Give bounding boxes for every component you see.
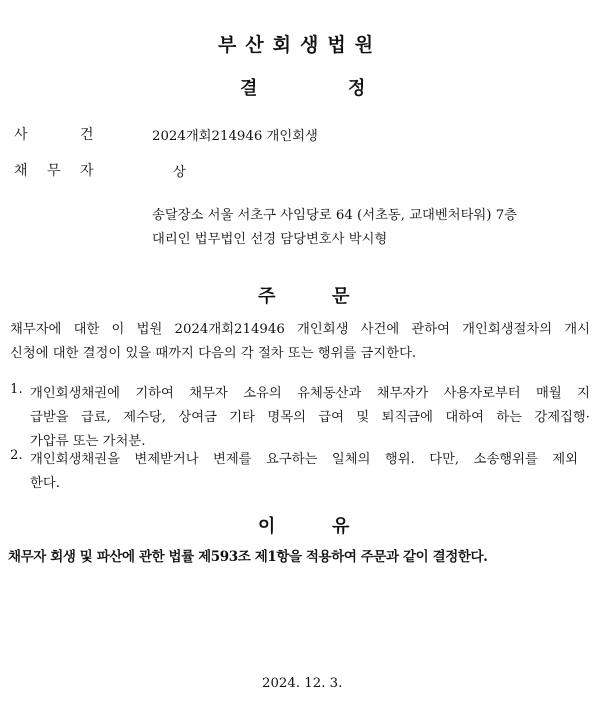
case-label-2: 건 <box>80 127 94 143</box>
item-1-number: 1. <box>10 382 23 397</box>
order-heading-right: 문 <box>332 286 350 307</box>
item-2-line-2: 한다. <box>30 476 60 491</box>
order-heading-left: 주 <box>258 286 276 307</box>
reason-heading-left: 이 <box>258 516 276 537</box>
order-text-line-1: 채무자에 대한 이 법원 2024개회214946 개인회생 사건에 관하여 개인회생절차의 개시 <box>10 322 590 337</box>
order-text-line-2: 신청에 대한 결정이 있을 때까지 다음의 각 절차 또는 행위를 금지한다. <box>10 346 417 361</box>
item-1-line-3: 가압류 또는 가처분. <box>30 434 146 449</box>
item-1-line-1: 개인회생채권에 기하여 채무자 소유의 유체동산과 채무자가 사용자로부터 매월 지 <box>30 386 590 401</box>
case-value: 2024개회214946 개인회생 <box>152 129 318 144</box>
reason-text: 채무자 회생 및 파산에 관한 법률 제593조 제1항을 적용하여 주문과 같이 결정한다. <box>8 549 488 565</box>
debtor-label-1: 채 <box>14 163 28 179</box>
attorney-line: 대리인 법무법인 선경 담당변호사 박시형 <box>152 232 388 247</box>
document-title-left: 결 <box>240 78 258 99</box>
court-name: 부산회생법원 <box>217 34 383 56</box>
item-2-number: 2. <box>10 448 23 463</box>
service-address-line: 송달장소 서울 서초구 사임당로 64 (서초동, 교대벤처타워) 7층 <box>152 208 517 223</box>
item-1-line-2: 급받을 급료, 제수당, 상여금 기타 명목의 급여 및 퇴직금에 대하여 하는 강제집행· <box>30 410 590 425</box>
debtor-label-2: 무 <box>47 163 61 179</box>
decision-date: 2024. 12. 3. <box>262 676 343 691</box>
item-2-line-1: 개인회생채권을 변제받거나 변제를 요구하는 일체의 행위. 다만, 소송행위를 제외 <box>30 452 578 467</box>
debtor-label-3: 자 <box>80 163 94 179</box>
reason-heading-right: 유 <box>332 516 350 537</box>
debtor-value: 상 <box>173 165 186 180</box>
case-label-1: 사 <box>14 127 28 143</box>
document-title-right: 정 <box>348 78 366 99</box>
